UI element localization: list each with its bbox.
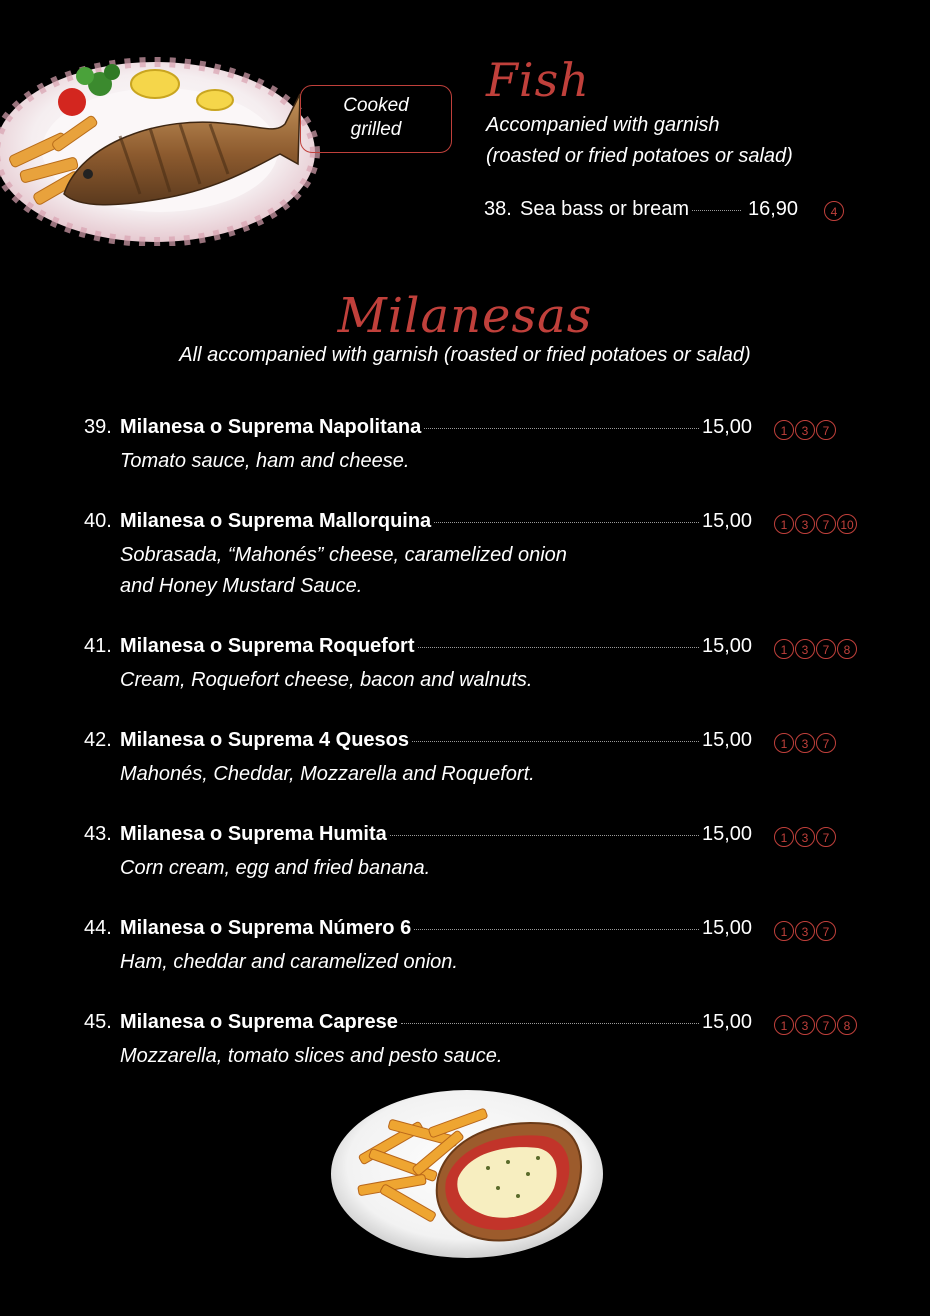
milanesas-section-title: Milanesas	[337, 288, 593, 344]
allergen-list	[754, 1015, 884, 1035]
item-description: Ham, cheddar and caramelized onion.	[120, 951, 458, 973]
item-price: 15,00	[702, 1011, 753, 1033]
allergen-badge: 3	[795, 639, 815, 659]
item-number: 39.	[84, 416, 112, 438]
menu-item-41	[84, 635, 884, 696]
dot-leader	[424, 428, 699, 429]
tag-line-cooked: Cooked	[343, 95, 409, 116]
item-price: 15,00	[702, 917, 753, 939]
item-number: 38.	[484, 198, 512, 220]
menu-item-40	[84, 510, 884, 602]
allergen-list	[804, 201, 864, 221]
menu-item-43	[84, 823, 884, 884]
allergen-list	[754, 827, 884, 847]
item-description: Mozzarella, tomato slices and pesto sauce.	[120, 1045, 503, 1067]
item-description: Mahonés, Cheddar, Mozzarella and Roquefort.	[120, 763, 535, 785]
allergen-badge: 1	[774, 420, 794, 440]
dot-leader	[401, 1023, 699, 1024]
item-price: 15,00	[702, 635, 753, 657]
allergen-badge: 1	[774, 733, 794, 753]
item-number: 42.	[84, 729, 112, 751]
dot-leader	[434, 522, 699, 523]
allergen-list	[754, 639, 884, 659]
fish-subtitle-line1: Accompanied with garnish	[486, 114, 720, 136]
allergen-badge: 7	[816, 827, 836, 847]
dot-leader	[418, 647, 700, 648]
item-number: 41.	[84, 635, 112, 657]
allergen-badge: 8	[837, 639, 857, 659]
allergen-badge: 1	[774, 1015, 794, 1035]
allergen-badge: 3	[795, 921, 815, 941]
menu-item-42	[84, 729, 884, 790]
item-description: Corn cream, egg and fried banana.	[120, 857, 431, 879]
allergen-badge: 3	[795, 827, 815, 847]
menu-item-45	[84, 1011, 884, 1072]
item-number: 43.	[84, 823, 112, 845]
item-description: Tomato sauce, ham and cheese.	[120, 450, 410, 472]
item-number: 45.	[84, 1011, 112, 1033]
milanesa-plate-image	[328, 1088, 606, 1260]
allergen-badge: 3	[795, 1015, 815, 1035]
dot-leader	[414, 929, 699, 930]
item-price: 15,00	[702, 823, 753, 845]
allergen-badge: 7	[816, 1015, 836, 1035]
fish-subtitle-line2: (roasted or fried potatoes or salad)	[486, 145, 793, 167]
dot-leader	[412, 741, 699, 742]
item-price: 15,00	[702, 416, 753, 438]
allergen-list	[754, 420, 884, 440]
cooking-method-tag	[300, 85, 452, 153]
milanesas-subtitle: All accompanied with garnish (roasted or fried potatoes or salad)	[179, 344, 751, 366]
allergen-badge: 7	[816, 921, 836, 941]
allergen-badge: 3	[795, 733, 815, 753]
item-number: 44.	[84, 917, 112, 939]
allergen-badge: 7	[816, 639, 836, 659]
allergen-badge: 8	[837, 1015, 857, 1035]
allergen-list	[754, 921, 884, 941]
fish-section-title: Fish	[486, 53, 590, 107]
item-name: Milanesa o Suprema Humita	[120, 823, 387, 845]
item-name: Milanesa o Suprema Número 6	[120, 917, 412, 939]
item-name: Milanesa o Suprema Mallorquina	[120, 510, 432, 532]
allergen-badge: 10	[837, 514, 857, 534]
allergen-list	[754, 514, 884, 534]
item-name: Milanesa o Suprema Napolitana	[120, 416, 422, 438]
item-description: Cream, Roquefort cheese, bacon and walnuts.	[120, 669, 533, 691]
allergen-badge: 1	[774, 921, 794, 941]
item-description: Sobrasada, “Mahonés” cheese, caramelized onion	[120, 544, 567, 566]
allergen-badge: 3	[795, 420, 815, 440]
item-name: Sea bass or bream	[520, 198, 689, 220]
item-name: Milanesa o Suprema Caprese	[120, 1011, 398, 1033]
item-name: Milanesa o Suprema Roquefort	[120, 635, 415, 657]
item-number: 40.	[84, 510, 112, 532]
item-price: 16,90	[748, 198, 799, 220]
fish-plate-image	[0, 54, 320, 246]
item-name: Milanesa o Suprema 4 Quesos	[120, 729, 409, 751]
allergen-badge: 1	[774, 514, 794, 534]
item-price: 15,00	[702, 729, 753, 751]
dot-leader	[390, 835, 699, 836]
allergen-badge: 3	[795, 514, 815, 534]
allergen-badge: 7	[816, 514, 836, 534]
menu-item-39	[84, 416, 884, 477]
allergen-list	[754, 733, 884, 753]
dot-leader	[692, 210, 741, 211]
allergen-badge: 7	[816, 733, 836, 753]
menu-item-44	[84, 917, 884, 978]
tag-line-grilled: grilled	[350, 119, 402, 140]
item-description-line2: and Honey Mustard Sauce.	[120, 575, 363, 597]
allergen-badge: 4	[824, 201, 844, 221]
allergen-badge: 1	[774, 827, 794, 847]
allergen-badge: 1	[774, 639, 794, 659]
item-price: 15,00	[702, 510, 753, 532]
allergen-badge: 7	[816, 420, 836, 440]
menu-item-38	[484, 198, 864, 224]
